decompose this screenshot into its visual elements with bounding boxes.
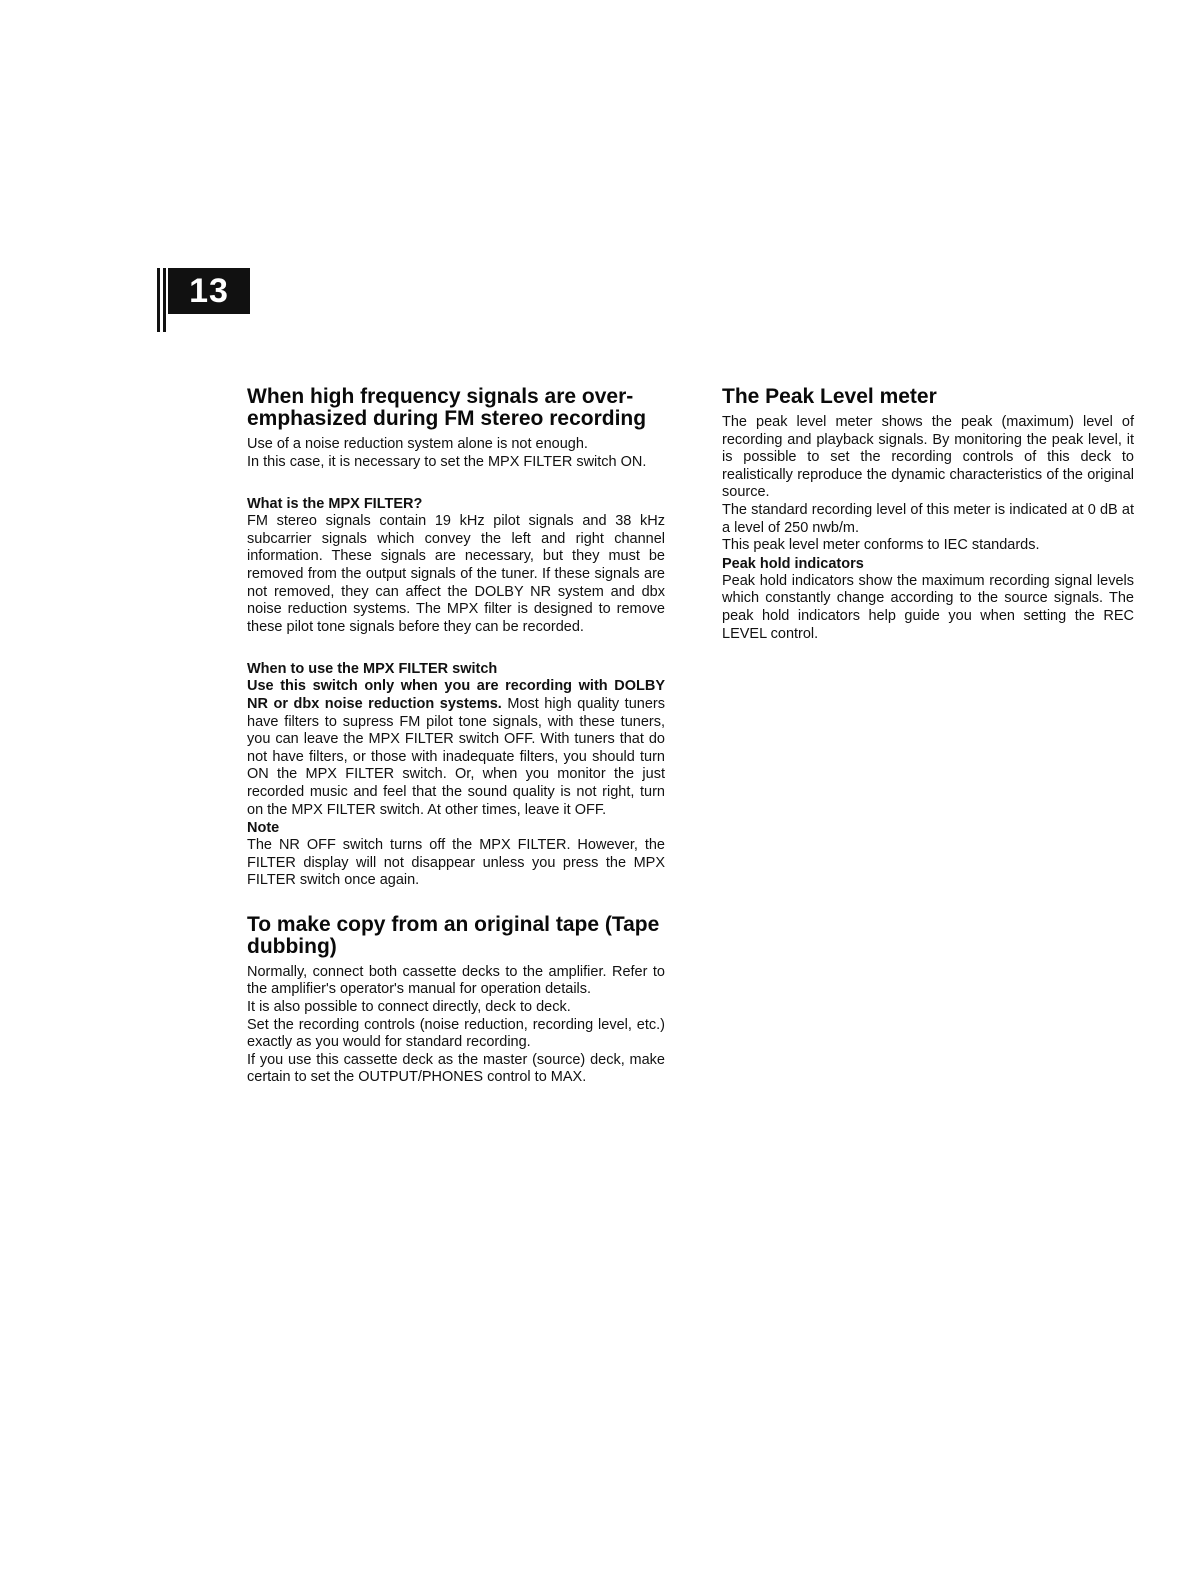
page-number: 13 [168, 268, 250, 314]
paragraph-standard-level: The standard recording level of this meter is indicated at 0 dB at a level of 250 nwb/m. [722, 501, 1134, 536]
bold-lead-text: Use this switch only when you are recording with DOLBY NR or dbx noise reduction systems. [247, 678, 665, 712]
heading-when-to-use: When to use the MPX FILTER switch [247, 661, 498, 678]
paragraph-recording-controls: Set the recording controls (noise reduction, recording level, etc.) exactly as you would for standard recording. [247, 1016, 665, 1051]
heading-what-is-mpx: What is the MPX FILTER? [247, 496, 423, 513]
paragraph-note: The NR OFF switch turns off the MPX FILTER. However, the FILTER display will not disappear unless you press the MPX FILTER switch once again. [247, 837, 665, 889]
heading-high-frequency: When high frequency signals are over-emphasized during FM stereo recording [247, 385, 647, 430]
spacer [247, 890, 665, 914]
paragraph-connect-decks: Normally, connect both cassette decks to the amplifier. Refer to the amplifier's operator's manual for operation details. [247, 963, 665, 998]
spacer [247, 636, 665, 660]
paragraph-peak-meter: The peak level meter shows the peak (maximum) level of recording and playback signals. By monitoring the peak level, it is possible to set the recording controls of this deck to realistically reproduce the dynamic characteristics of the original source. [722, 414, 1134, 501]
paragraph-iec: This peak level meter conforms to IEC standards. [722, 537, 1040, 554]
when-to-use-body: Most high quality tuners have filters to supress FM pilot tone signals, with these tuners, you can leave the MPX FILTER switch OFF. With tuners that do not have filters, or those with inadequate filters, you should turn ON the MPX FILTER switch. Or, when you monitor the just recorded music and feel that the sound quality is not right, turn on the MPX FILTER switch. At other times, leave it OFF. [247, 695, 665, 818]
tab-bar-thin-2 [163, 268, 166, 332]
paragraph-mpx-switch-on: In this case, it is necessary to set the MPX FILTER switch ON. [247, 453, 647, 470]
heading-peak-level-meter: The Peak Level meter [722, 385, 937, 408]
tab-bar-thin [157, 268, 160, 332]
paragraph-mpx-description: FM stereo signals contain 19 kHz pilot signals and 38 kHz subcarrier signals which convey the left and right channel information. These signals are necessary, but they must be removed from the output signals of the tuner. If these signals are not removed, they can affect the DOLBY NR system and dbx noise reduction systems. The MPX filter is designed to remove these pilot tone signals before they can be recorded. [247, 513, 665, 635]
heading-note: Note [247, 820, 280, 837]
paragraph-when-to-use [247, 678, 665, 819]
paragraph-master-deck: If you use this cassette deck as the master (source) deck, make certain to set the OUTPUT/PHONES control to MAX. [247, 1051, 665, 1086]
spacer [247, 471, 665, 495]
right-column [722, 386, 1134, 643]
page-number-tab [157, 268, 250, 332]
paragraph-deck-to-deck: It is also possible to connect directly, deck to deck. [247, 999, 571, 1016]
left-column [247, 386, 665, 1087]
paragraph-noise-reduction: Use of a noise reduction system alone is not enough. [247, 436, 588, 452]
heading-peak-hold: Peak hold indicators [722, 555, 864, 572]
heading-tape-dubbing: To make copy from an original tape (Tape dubbing) [247, 912, 660, 958]
paragraph-peak-hold: Peak hold indicators show the maximum recording signal levels which constantly change according to the source signals. The peak hold indicators help guide you when setting the REC LEVEL control. [722, 572, 1134, 642]
